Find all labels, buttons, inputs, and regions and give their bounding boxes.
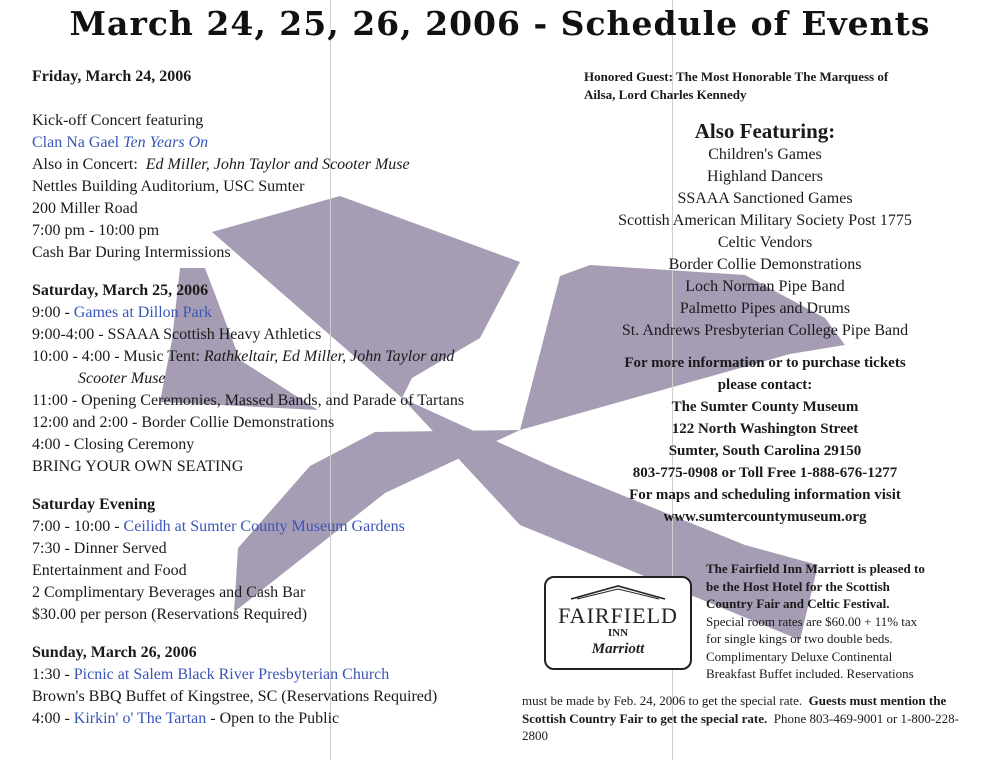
- evening-event-link: Ceilidh at Sumter County Museum Gardens: [123, 518, 405, 535]
- sunday-time: 1:30 -: [32, 666, 70, 683]
- friday-also-line: [32, 154, 552, 176]
- friday-line: Kick-off Concert featuring: [32, 112, 204, 129]
- sunday-event-link: Kirkin' o' The Tartan: [73, 710, 207, 727]
- evening-section: [32, 494, 552, 626]
- friday-address: 200 Miller Road: [32, 200, 138, 217]
- page-title: March 24, 25, 26, 2006 - Schedule of Events: [69, 4, 931, 43]
- evening-heading: Saturday Evening: [32, 496, 156, 513]
- honored-guest: [560, 68, 964, 104]
- feature-item: Scottish American Military Society Post 1775: [618, 212, 912, 229]
- saturday-line: 4:00 - Closing Ceremony: [32, 436, 195, 453]
- saturday-music-artists-cont: Scooter Muse: [78, 370, 166, 387]
- feature-item: Palmetto Pipes and Drums: [679, 300, 851, 317]
- friday-section: [32, 66, 552, 264]
- friday-album: Ten Years On: [123, 134, 209, 151]
- contact-block: [560, 352, 970, 528]
- fairfield-inn-logo: [544, 576, 692, 670]
- sunday-event-link: Picnic at Salem Black River Presbyterian Church: [73, 666, 390, 683]
- hotel-line: Country Fair and Celtic Festival.: [706, 596, 890, 611]
- feature-item: St. Andrews Presbyterian College Pipe Band: [621, 322, 909, 339]
- saturday-section: [32, 280, 552, 478]
- evening-line: $30.00 per person (Reservations Required): [32, 606, 308, 623]
- hotel-mention-note: Guests must mention the Scottish Country Fair to get the special rate.: [522, 693, 947, 726]
- saturday-line: 11:00 - Opening Ceremonies, Massed Bands, and Parade of Tartans: [32, 392, 465, 409]
- saturday-line: [32, 346, 552, 368]
- hotel-line: Complimentary Deluxe Continental: [706, 648, 893, 664]
- saturday-line: [32, 302, 552, 324]
- logo-inn: INN: [607, 627, 629, 639]
- spacer: [32, 626, 552, 642]
- friday-band-line: [32, 132, 552, 154]
- hotel-info: [706, 560, 974, 683]
- contact-line: please contact:: [717, 377, 813, 393]
- contact-line: For more information or to purchase tickets: [624, 355, 906, 371]
- sunday-event-note: - Open to the Public: [210, 710, 340, 727]
- hotel-deadline: must be made by Feb. 24, 2006 to get the special rate.: [522, 693, 803, 708]
- feature-item: Celtic Vendors: [717, 234, 813, 251]
- contact-phone: 803-775-0908 or Toll Free 1-888-676-1277: [632, 465, 898, 481]
- hotel-line: Special room rates are $60.00 + 11% tax: [706, 613, 918, 629]
- logo-brand: Marriott: [591, 641, 645, 657]
- evening-time: 7:00 - 10:00 -: [32, 518, 120, 535]
- saturday-line: [32, 368, 552, 390]
- friday-band: Clan Na Gael: [32, 134, 120, 151]
- logo-name: FAIRFIELD: [558, 603, 678, 628]
- friday-also-prefix: Also in Concert:: [32, 156, 138, 173]
- saturday-line: BRING YOUR OWN SEATING: [32, 458, 244, 475]
- roof-icon: [563, 584, 673, 600]
- spacer: [32, 264, 552, 280]
- hotel-line: be the Host Hotel for the Scottish: [706, 578, 890, 594]
- friday-also-artists: Ed Miller, John Taylor and Scooter Muse: [145, 156, 410, 173]
- hotel-reservation-note: [522, 692, 982, 745]
- sunday-line: [32, 708, 552, 730]
- contact-line: For maps and scheduling information visit: [629, 487, 901, 503]
- evening-line: Entertainment and Food: [32, 562, 187, 579]
- saturday-music-artists: Rathkeltair, Ed Miller, John Taylor and: [203, 348, 455, 365]
- sunday-section: [32, 642, 552, 730]
- spacer: [32, 478, 552, 494]
- hotel-line: The Fairfield Inn Marriott is pleased to: [706, 561, 925, 576]
- hotel-phone-label: Phone: [773, 710, 807, 726]
- friday-heading: Friday, March 24, 2006: [32, 68, 192, 85]
- saturday-heading: Saturday, March 25, 2006: [32, 282, 209, 299]
- sunday-line: [32, 664, 552, 686]
- saturday-line: 9:00-4:00 - SSAAA Scottish Heavy Athletics: [32, 326, 322, 343]
- spacer: [32, 88, 552, 110]
- contact-website-link[interactable]: www.sumtercountymuseum.org: [663, 509, 867, 525]
- feature-item: Children's Games: [708, 146, 822, 163]
- friday-time: 7:00 pm - 10:00 pm: [32, 222, 160, 239]
- saturday-time: 9:00 -: [32, 304, 70, 321]
- sunday-heading: Sunday, March 26, 2006: [32, 644, 197, 661]
- contact-line: 122 North Washington Street: [671, 421, 859, 437]
- hotel-line: Breakfast Buffet included. Reservations: [706, 666, 914, 681]
- evening-line: [32, 516, 552, 538]
- feature-item: Highland Dancers: [707, 168, 823, 185]
- saturday-event-link: Games at Dillon Park: [73, 304, 212, 321]
- feature-item: Loch Norman Pipe Band: [685, 278, 845, 295]
- honored-guest-line: Ailsa, Lord Charles Kennedy: [584, 87, 747, 102]
- evening-line: 2 Complimentary Beverages and Cash Bar: [32, 584, 306, 601]
- sunday-line: Brown's BBQ Buffet of Kingstree, SC (Reservations Required): [32, 688, 438, 705]
- saturday-line: 12:00 and 2:00 - Border Collie Demonstrations: [32, 414, 335, 431]
- feature-item: Border Collie Demonstrations: [668, 256, 862, 273]
- schedule-column: [32, 66, 552, 730]
- feature-item: SSAAA Sanctioned Games: [677, 190, 853, 207]
- hotel-line: for single kings or two double beds.: [706, 631, 893, 646]
- sunday-time: 4:00 -: [32, 710, 70, 727]
- friday-bar: Cash Bar During Intermissions: [32, 244, 231, 261]
- evening-line: 7:30 - Dinner Served: [32, 540, 167, 557]
- info-column: [560, 68, 970, 528]
- saturday-music-prefix: 10:00 - 4:00 - Music Tent:: [32, 348, 200, 365]
- contact-line: The Sumter County Museum: [671, 399, 859, 415]
- also-featuring-heading: Also Featuring:: [694, 119, 836, 143]
- hotel-phone: 803-469-9001 or 1-800-228-2800: [522, 710, 960, 743]
- honored-guest-line: Honored Guest: The Most Honorable The Marquess of: [584, 69, 889, 84]
- also-featuring-list: [560, 144, 970, 342]
- friday-venue: Nettles Building Auditorium, USC Sumter: [32, 178, 305, 195]
- contact-line: Sumter, South Carolina 29150: [668, 443, 862, 459]
